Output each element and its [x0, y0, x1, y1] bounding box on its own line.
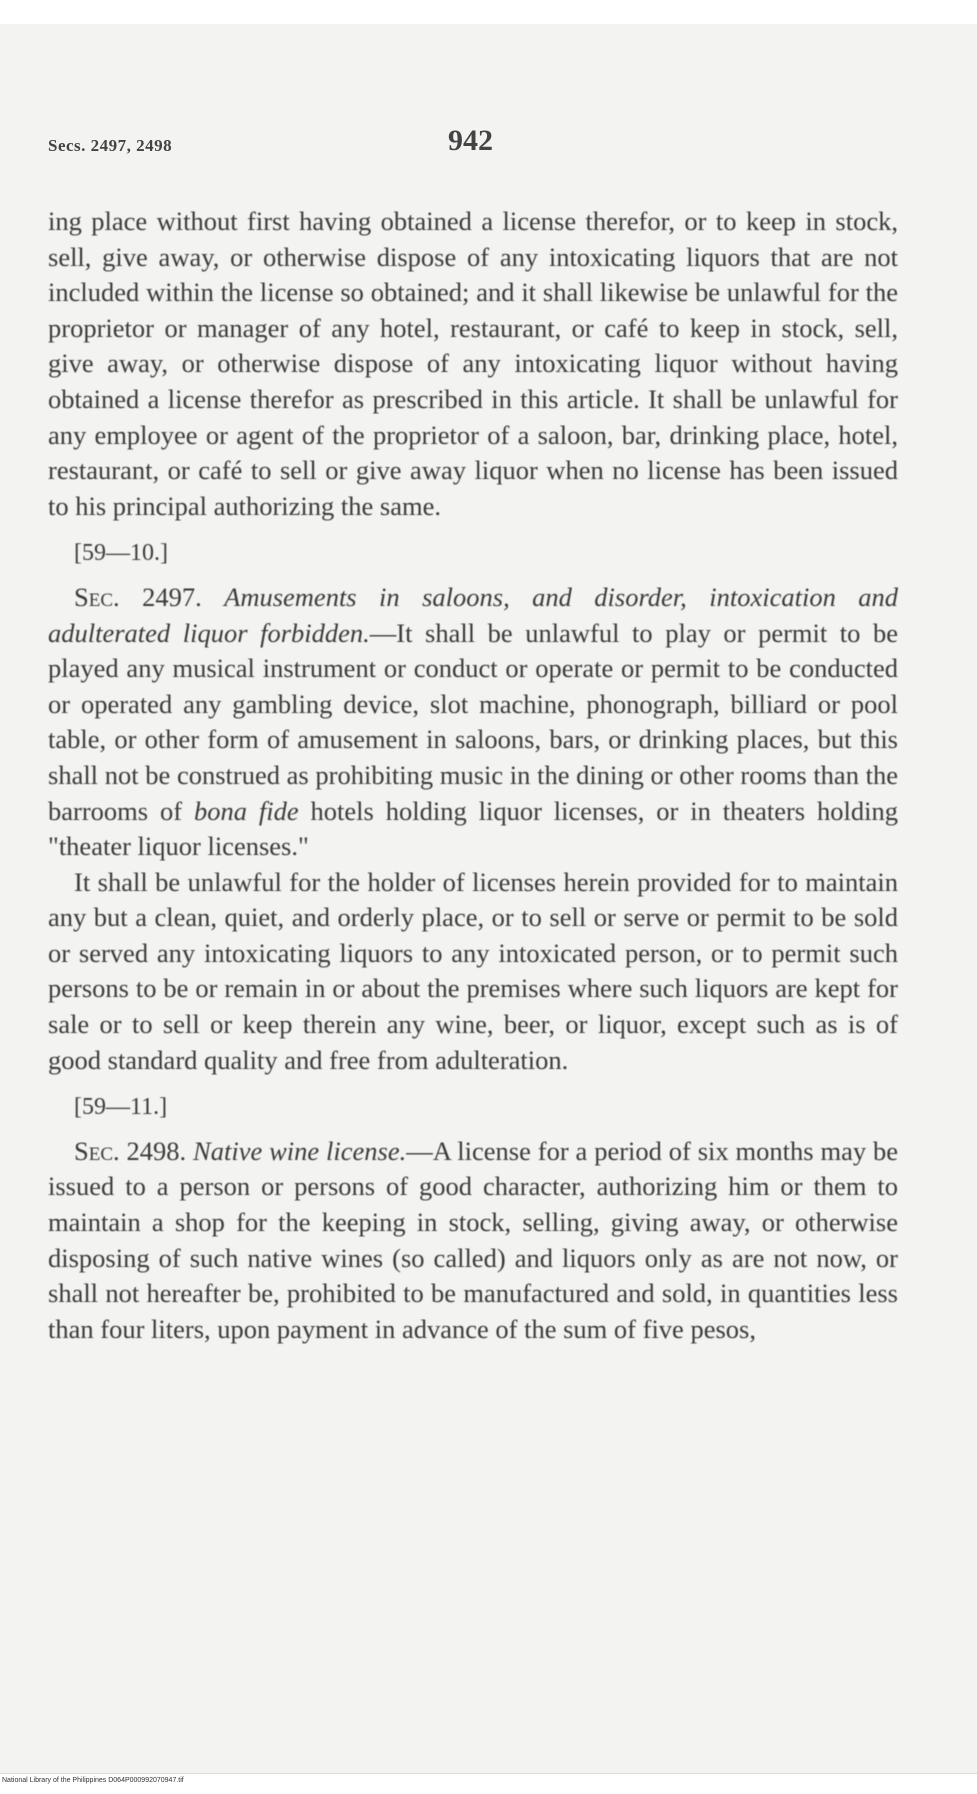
section-2497-second-paragraph: It shall be unlawful for the holder of licenses herein provided for to maintain any but a clean, quiet, and orderly place, or to sell or serve or permit to be sold or served any intoxicating liquors to any intoxicated person, or to permit such persons to be or remain in or about the premises where such liquors are kept for sale or to sell or keep therein any wine, beer, or liquor, except such as is of good standard quality and free from adulteration. — [48, 866, 898, 1075]
source-citation: [59—11.] — [74, 1094, 168, 1121]
section-2497-paragraph — [48, 580, 898, 865]
section-2498-paragraph — [48, 1134, 898, 1348]
scanned-page — [0, 24, 977, 1774]
section-label: Sec. 2497. — [74, 581, 202, 612]
footer-text: National Library of the Philippines D064P000992070947.tif — [2, 1777, 184, 1784]
section-text: —A license for a period of six months may be issued to a person or persons of good character, authorizing him or them to maintain a shop for the keeping in stock, selling, giving away, or otherwise disposing of such native wines (so called) and liquors only as are not now, or shall not hereafter be, prohibited to be manufactured and sold, in quantities less than four liters, upon payment in advance of the sum of five pesos, — [48, 1135, 898, 1344]
continuation-paragraph: ing place without first having obtained a license therefor, or to keep in stock, sell, give away, or otherwise dispose of any intoxicating liquors that are not included within the license so obtained; and it shall likewise be unlawful for the proprietor or manager of any hotel, restaurant, or café to keep in stock, sell, give away, or otherwise dispose of any intoxicating liquor without having obtained a license therefor as prescribed in this article. It shall be unlawful for any employee or agent of the proprietor of a saloon, bar, drinking place, hotel, restaurant, or café to sell or give away liquor when no license has been issued to his principal authorizing the same. — [48, 206, 898, 521]
section-label: Sec. 2498. — [74, 1135, 187, 1166]
body-text — [48, 204, 898, 1347]
page-number: 942 — [448, 124, 493, 157]
section-text-continued: hotels holding liquor licenses, or in theaters holding "theater liquor licenses." — [48, 795, 898, 862]
footer-strip — [0, 1773, 977, 1794]
running-head: Secs. 2497, 2498 — [48, 136, 173, 155]
page-header — [48, 124, 898, 164]
section-text: —It shall be unlawful to play or permit to be played any musical instrument or conduct or operate or permit to be conducted or operated any gambling device, slot machine, phonograph, billiard or pool table, or other form of amusement in saloons, bars, or drinking places, but this shall not be construed as prohibiting music in the dining or other rooms than the barrooms of — [48, 617, 899, 826]
source-citation: [59—10.] — [74, 540, 168, 567]
section-title: Amusements in saloons, and disorder, intoxication and adulterated liquor forbidden. — [48, 581, 898, 648]
section-title: Native wine license. — [193, 1135, 407, 1166]
italic-phrase: bona fide — [193, 795, 299, 826]
